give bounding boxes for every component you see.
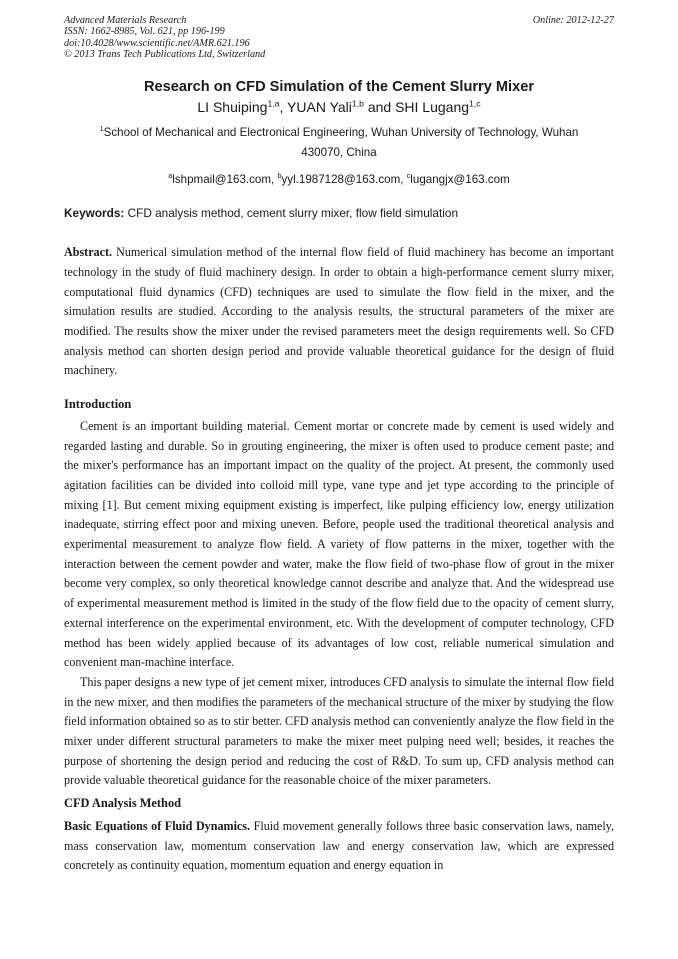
author-separator: , bbox=[279, 99, 288, 116]
affiliation-line: 430070, China bbox=[301, 145, 377, 159]
abstract-text: Numerical simulation method of the internal flow field of fluid machinery has become an important technology in the study of fluid machinery design. In order to obtain a high-performance cement slurry mixer, computational fluid dynamics (CFD) techniques are used to simulate the flow field in the mixer, and the simulation results are studied. According to the analysis results, the structural parameters of the mixer are modified. The results show the mixer under the revised parameters meet the design requirements well. So CFD analysis method can shorten design period and provide valuable theoretical guidance for the design of fluid machinery. bbox=[64, 245, 614, 378]
author-affil-mark: 1,b bbox=[351, 98, 364, 109]
author-affil-mark: 1,a bbox=[267, 98, 280, 109]
body-paragraph: Cement is an important building material. Cement mortar or concrete made by cement is used widely and regarded lasting and durable. So in grouting engineering, the mixer is often used to produce cement paste; and the mixer's performance has an important impact on the quality of the project. At present, the commonly used agitation facilities can be divided into colloid mill type, vane type and jet type according to the principle of mixing [1]. But cement mixing equipment existing is imperfect, like pulping efficiency low, energy utilization inadequate, stirring effect poor and mixing uneven. Before, people used the traditional theoretical analysis and experimental measurement to analyze flow field. A variety of flow patterns in the mixer, together with the interaction between the cement powder and water, make the flow field of two-phase flow of grout in the mixer become very complex, so only theoretical knowledge cannot describe and analyze that. And the widespread use of experimental measurement method is limited in the study of the flow field due to the opacity of cement slurry, external interference on the experimental environment, etc. With the development of computer technology, CFD method has been widely applied because of its advantages of low cost, reliable numerical simulation and convenient man-machine interface. bbox=[64, 418, 614, 670]
body-paragraph: This paper designs a new type of jet cement mixer, introduces CFD analysis to simulate the internal flow field in the new mixer, and then modifies the parameters of the mechanical structure of the mixer by studying the flow field information obtained so as to stir better. CFD analysis method can conveniently analyze the flow field in the mixer under different structural parameters to make the mixer meet pulping need well; besides, it reaches the purpose of shortening the design period and reducing the cost of R&D. To sum up, CFD analysis method can provide valuable theoretical guidance for the reasonable choice of the mixer parameters. bbox=[64, 674, 614, 788]
abstract bbox=[64, 243, 614, 381]
keywords-label: Keywords: bbox=[64, 206, 125, 221]
author-name: SHI Lugang bbox=[395, 99, 470, 116]
author-separator: and bbox=[363, 99, 396, 116]
keywords-text: CFD analysis method, cement slurry mixer, flow field simulation bbox=[124, 206, 459, 221]
email-address: yyl.1987128@163.com, bbox=[281, 173, 407, 187]
affiliation-mark: 1 bbox=[99, 124, 104, 134]
author-name: YUAN Yali bbox=[287, 99, 352, 116]
email-mark: c bbox=[406, 171, 411, 181]
copyright-line: © 2013 Trans Tech Publications Ltd, Switzerland bbox=[64, 48, 266, 60]
email-mark: b bbox=[277, 171, 282, 181]
doi-line: doi:10.4028/www.scientific.net/AMR.621.196 bbox=[64, 37, 250, 49]
email-mark: a bbox=[168, 171, 173, 181]
author-list bbox=[64, 98, 614, 117]
issn-line: ISSN: 1662-8985, Vol. 621, pp 196-199 bbox=[64, 26, 225, 38]
subsection-text: Fluid movement generally follows three basic conservation laws, namely, mass conservation law, momentum conservation law and energy conservation law, which are expressed concretely as continuity equation, momentum equation and energy equation in bbox=[64, 818, 614, 873]
abstract-label: Abstract. bbox=[64, 245, 113, 260]
online-date: Online: 2012-12-27 bbox=[532, 15, 614, 26]
section-heading-introduction: Introduction bbox=[64, 397, 132, 412]
journal-name: Advanced Materials Research bbox=[64, 15, 187, 26]
body-paragraph bbox=[64, 817, 614, 876]
subsection-label: Basic Equations of Fluid Dynamics. bbox=[64, 818, 251, 833]
title-block bbox=[64, 78, 614, 188]
section-heading-cfd-method: CFD Analysis Method bbox=[64, 796, 182, 811]
author-name: LI Shuiping bbox=[197, 99, 268, 116]
affiliation bbox=[64, 123, 614, 162]
journal-header bbox=[64, 15, 614, 60]
email-list bbox=[64, 171, 614, 188]
author-affil-mark: 1,c bbox=[469, 98, 481, 109]
paper-title: Research on CFD Simulation of the Cement Slurry Mixer bbox=[143, 79, 535, 96]
email-address: lugangjx@163.com bbox=[410, 173, 510, 187]
keywords bbox=[64, 205, 614, 221]
affiliation-line: School of Mechanical and Electronical Engineering, Wuhan University of Technology, Wuhan bbox=[103, 126, 579, 140]
email-address: lshpmail@163.com, bbox=[172, 173, 278, 187]
